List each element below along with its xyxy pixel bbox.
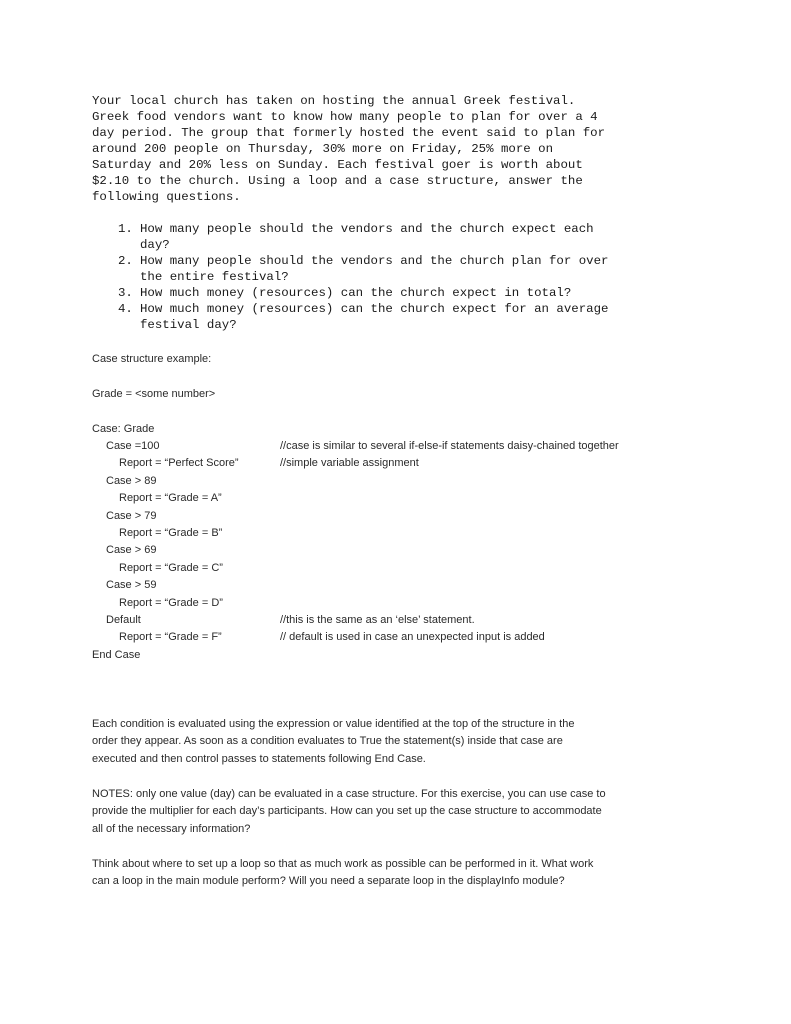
paragraph-line: NOTES: only one value (day) can be evaluated in a case structure. For this exercise, you can use case to bbox=[92, 788, 606, 800]
question-item bbox=[118, 221, 708, 253]
example-label: Case structure example: bbox=[92, 353, 212, 365]
paragraph-line: Each condition is evaluated using the expression or value identified at the top of the structure in the bbox=[92, 718, 575, 730]
question-text: the entire festival? bbox=[140, 270, 289, 284]
question-item bbox=[118, 285, 708, 301]
case-comment: // default is used in case an unexpected input is added bbox=[280, 631, 545, 644]
question-number: 1. bbox=[118, 222, 133, 236]
explanation-paragraph bbox=[92, 716, 712, 768]
question-text: How many people should the vendors and the church plan for over bbox=[140, 254, 609, 268]
paragraph-line: order they appear. As soon as a condition evaluates to True the statement(s) inside that case are bbox=[92, 735, 563, 748]
case-line: Report = “Grade = C” bbox=[119, 561, 223, 574]
paragraph-line: can a loop in the main module perform? Will you need a separate loop in the displayInfo module? bbox=[92, 875, 565, 888]
question-item bbox=[118, 301, 708, 333]
intro-line: around 200 people on Thursday, 30% more on Friday, 25% more on bbox=[92, 142, 554, 156]
paragraph-line: all of the necessary information? bbox=[92, 822, 251, 835]
paragraph-line: executed and then control passes to statements following End Case. bbox=[92, 752, 426, 765]
case-line: Default bbox=[106, 614, 141, 626]
explanation-paragraph bbox=[92, 786, 712, 838]
case-line: Report = “Grade = A” bbox=[119, 492, 222, 505]
intro-paragraph bbox=[92, 93, 702, 205]
question-number: 2. bbox=[118, 254, 133, 268]
question-text: festival day? bbox=[140, 318, 237, 332]
explanation-paragraph bbox=[92, 856, 712, 891]
case-comment: //this is the same as an ‘else’ statement. bbox=[280, 614, 475, 626]
question-text: How much money (resources) can the church expect in total? bbox=[140, 286, 572, 300]
question-list bbox=[118, 221, 708, 333]
case-line: Case > 89 bbox=[106, 474, 157, 487]
question-number: 3. bbox=[118, 286, 133, 300]
question-text: How much money (resources) can the church expect for an average bbox=[140, 302, 609, 316]
intro-line: Your local church has taken on hosting the annual Greek festival. bbox=[92, 94, 576, 108]
question-number: 4. bbox=[118, 302, 133, 316]
question-text: day? bbox=[140, 238, 170, 252]
case-header: Case: Grade bbox=[92, 423, 155, 435]
case-line: Report = “Grade = B” bbox=[119, 527, 223, 539]
intro-line: Saturday and 20% less on Sunday. Each festival goer is worth about bbox=[92, 158, 583, 172]
case-line: Report = “Grade = F” bbox=[119, 631, 222, 644]
case-line: Case > 59 bbox=[106, 579, 157, 592]
case-comment: //simple variable assignment bbox=[280, 457, 419, 470]
case-line: Report = “Perfect Score” bbox=[119, 457, 239, 470]
intro-line: following questions. bbox=[92, 190, 241, 204]
paragraph-line: provide the multiplier for each day’s participants. How can you set up the case structure to accommodate bbox=[92, 805, 602, 818]
case-line: Case =100 bbox=[106, 440, 160, 452]
intro-line: day period. The group that formerly hosted the event said to plan for bbox=[92, 126, 606, 140]
intro-line: $2.10 to the church. Using a loop and a case structure, answer the bbox=[92, 174, 583, 188]
grade-assignment: Grade = <some number> bbox=[92, 388, 216, 400]
question-text: How many people should the vendors and the church expect each bbox=[140, 222, 594, 236]
question-item bbox=[118, 253, 708, 285]
case-line: Case > 79 bbox=[106, 509, 157, 522]
intro-line: Greek food vendors want to know how many people to plan for over a 4 bbox=[92, 110, 598, 124]
case-line: Case > 69 bbox=[106, 544, 157, 557]
case-line: Report = “Grade = D” bbox=[119, 596, 223, 609]
case-comment: //case is similar to several if-else-if statements daisy-chained together bbox=[280, 440, 619, 452]
case-line: End Case bbox=[92, 648, 141, 661]
paragraph-line: Think about where to set up a loop so that as much work as possible can be performed in it. What work bbox=[92, 858, 594, 870]
